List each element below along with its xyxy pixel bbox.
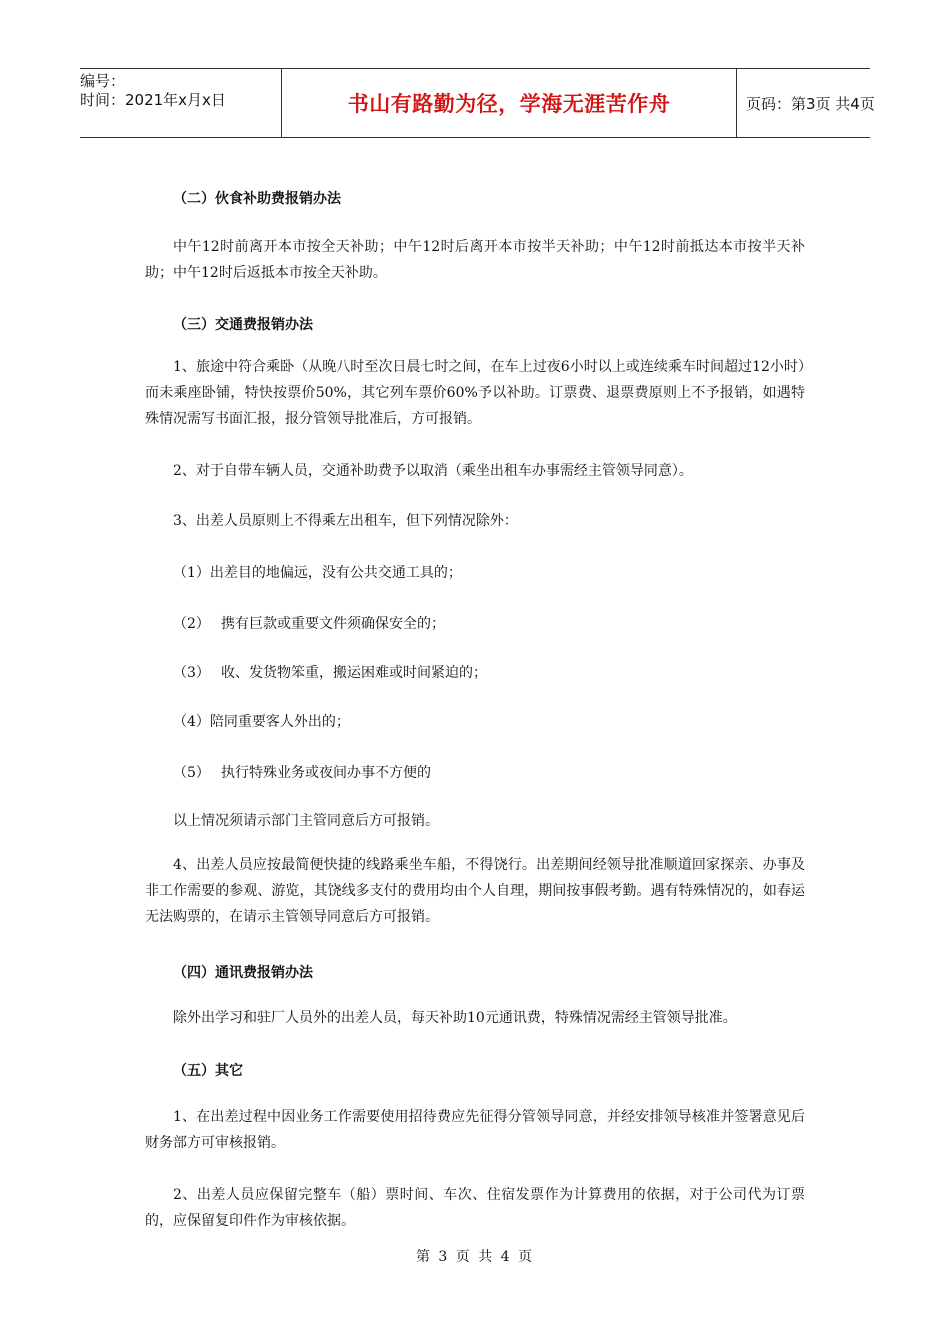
exception-item-3-text: 收、发货物笨重，搬运困难或时间紧迫的； [221, 665, 487, 681]
document-number-label: 编号： [80, 72, 126, 90]
exception-item-2 [173, 613, 445, 633]
exception-item-5-number: （5） [173, 765, 210, 781]
exception-item-3 [173, 662, 487, 682]
section-heading-meal-allowance: （二）伙食补助费报销办法 [173, 191, 341, 207]
exception-item-4 [173, 711, 350, 731]
transport-paragraph-4: 4、出差人员应按最简便快捷的线路乘坐车船，不得饶行。出差期间经领导批准顺道回家探亲、办事及非工作需要的参观、游览，其饶线多支付的费用均由个人自理，期间按事假考勤。遇有特殊情况的，如春运无法购票的，在请示主管领导同意后方可报销。 [145, 857, 805, 925]
section-heading-other: （五）其它 [173, 1063, 243, 1079]
header-motto: 书山有路勤为径，学海无涯苦作舟 [347, 92, 671, 116]
section-heading-transport: （三）交通费报销办法 [173, 317, 313, 333]
page-footer: 第 3 页 共 4 页 [415, 1249, 535, 1265]
exception-item-2-text: 携有巨款或重要文件须确保安全的； [221, 616, 445, 632]
meal-allowance-paragraph: 中午12时前离开本市按全天补助；中午12时后离开本市按半天补助；中午12时前抵达本市按半天补助；中午12时后返抵本市按全天补助。 [145, 239, 805, 281]
exception-item-1 [173, 562, 462, 582]
transport-paragraph-1: 1、旅途中符合乘卧（从晚八时至次日晨七时之间，在车上过夜6小时以上或连续乘车时间超过12小时）而未乘座卧铺，特快按票价50%，其它列车票价60%予以补助。订票费、退票费原则上不予报销，如遇特殊情况需写书面汇报，报分管领导批准后，方可报销。 [145, 359, 805, 427]
header-page-info: 页码：第3页 共4页 [746, 94, 875, 113]
exception-item-1-text: （1）出差目的地偏远，没有公共交通工具的； [173, 565, 462, 581]
exception-item-2-number: （2） [173, 616, 210, 632]
header-motto-cell [281, 69, 737, 137]
exception-item-5-text: 执行特殊业务或夜间办事不方便的 [221, 765, 431, 781]
exception-item-4-text: （4）陪同重要客人外出的； [173, 714, 350, 730]
document-date-label: 时间：2021年x月x日 [80, 91, 226, 109]
exception-note: 以上情况须请示部门主管同意后方可报销。 [173, 813, 439, 829]
exception-item-3-number: （3） [173, 665, 210, 681]
exception-item-5 [173, 762, 431, 782]
communication-paragraph: 除外出学习和驻厂人员外的出差人员，每天补助10元通讯费，特殊情况需经主管领导批准。 [173, 1010, 737, 1026]
page-header [80, 68, 875, 138]
other-paragraph-1: 1、在出差过程中因业务工作需要使用招待费应先征得分管领导同意，并经安排领导核准并签署意见后财务部方可审核报销。 [145, 1109, 805, 1151]
transport-paragraph-2: 2、对于自带车辆人员，交通补助费予以取消（乘坐出租车办事需经主管领导同意）。 [173, 463, 693, 479]
section-heading-communication: （四）通讯费报销办法 [173, 965, 313, 981]
header-meta [80, 69, 280, 140]
transport-paragraph-3: 3、出差人员原则上不得乘左出租车，但下列情况除外： [173, 513, 518, 529]
other-paragraph-2: 2、出差人员应保留完整车（船）票时间、车次、住宿发票作为计算费用的依据，对于公司代为订票的，应保留复印件作为审核依据。 [145, 1187, 805, 1229]
